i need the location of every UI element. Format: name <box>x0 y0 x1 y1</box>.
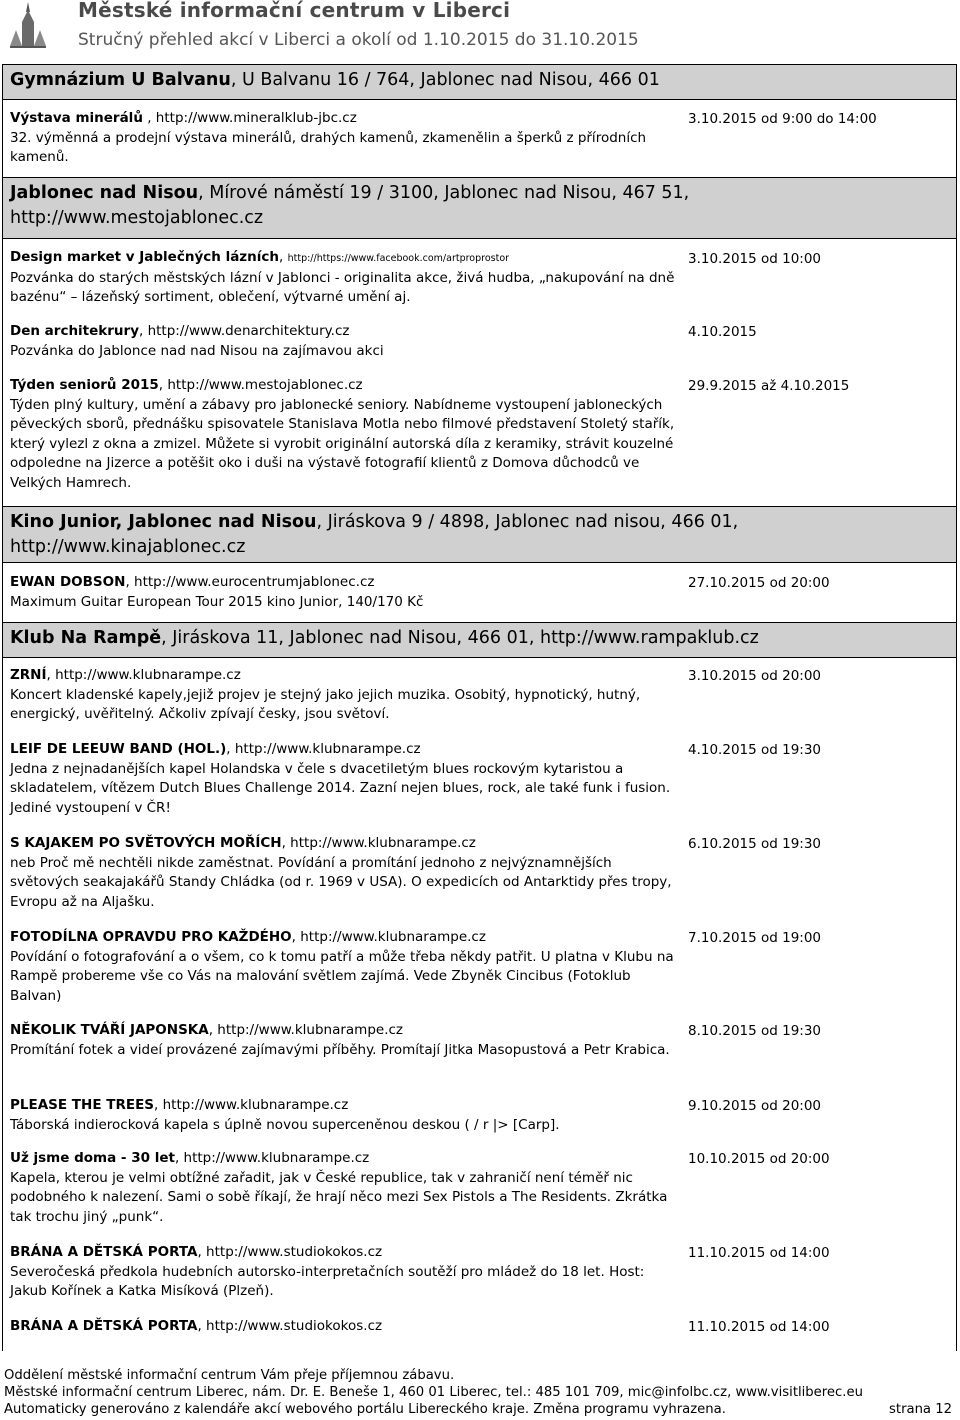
event-title: PLEASE THE TREES <box>10 1097 155 1113</box>
event-url[interactable]: , http://www.klubnarampe.cz <box>281 835 476 851</box>
page-title: Městské informační centrum v Liberci <box>78 0 511 22</box>
event-item <box>10 109 675 168</box>
event-item <box>10 248 675 308</box>
event-item <box>10 834 675 912</box>
event-title: NĚKOLIK TVÁŘÍ JAPONSKA <box>10 1022 209 1038</box>
event-title: BRÁNA A DĚTSKÁ PORTA <box>10 1244 198 1260</box>
footer-note: Automaticky generováno z kalendáře akcí webového portálu Libereckého kraje. Změna programu vyhrazena. <box>4 1402 726 1417</box>
event-item <box>10 1243 675 1302</box>
event-item <box>10 928 675 1006</box>
venue-url[interactable]: http://www.mestojablonec.cz <box>10 208 264 228</box>
venue-name: Kino Junior, Jablonec nad Nisou <box>10 512 317 532</box>
venue-header <box>3 622 956 658</box>
event-date: 3.10.2015 od 20:00 <box>688 668 822 684</box>
venue-address: , Jiráskova 9 / 4898, Jablonec nad nisou, 466 01, <box>316 512 739 532</box>
event-title: Už jsme doma - 30 let <box>10 1150 175 1166</box>
event-url[interactable]: , http://www.klubnarampe.cz <box>226 741 421 757</box>
event-title: BRÁNA A DĚTSKÁ PORTA <box>10 1318 198 1334</box>
event-date: 29.9.2015 až 4.10.2015 <box>688 378 850 394</box>
event-url[interactable]: , http://www.studiokokos.cz <box>197 1244 383 1260</box>
event-date: 27.10.2015 od 20:00 <box>688 575 830 591</box>
event-item <box>10 740 675 818</box>
event-date: 9.10.2015 od 20:00 <box>688 1098 822 1114</box>
event-title: LEIF DE LEEUW BAND (HOL.) <box>10 741 227 757</box>
event-description: Povídání o fotografování a o všem, co k tomu patří a může třeba někdy patřit. U platna v Klubu na Rampě probereme vše co Vás na malování světlem zajímá. Vede Zbyněk Cincibus (Fotoklub Balvan) <box>10 948 674 1004</box>
event-url[interactable]: , http://www.eurocentrumjablonec.cz <box>125 574 375 590</box>
event-url[interactable]: , http://www.studiokokos.cz <box>197 1318 383 1334</box>
event-item <box>10 1021 675 1060</box>
event-date: 6.10.2015 od 19:30 <box>688 836 822 852</box>
event-item <box>10 1096 675 1135</box>
event-date: 4.10.2015 <box>688 324 757 340</box>
event-date: 8.10.2015 od 19:30 <box>688 1023 822 1039</box>
event-url[interactable]: , http://www.klubnarampe.cz <box>208 1022 404 1038</box>
venue-header <box>3 506 956 563</box>
venue-address: , Mírové náměstí 19 / 3100, Jablonec nad Nisou, 467 51, <box>198 183 690 203</box>
event-date: 11.10.2015 od 14:00 <box>688 1245 830 1261</box>
event-date: 10.10.2015 od 20:00 <box>688 1151 830 1167</box>
event-description: Koncert kladenské kapely,jejiž projev je stejný jako jejich muzika. Osobitý, hypnotický, hutný, energický, uvěřitelný. Ačkoliv zpívají česky, jsou světoví. <box>10 686 641 722</box>
venue-address: , U Balvanu 16 / 764, Jablonec nad Nisou, 466 01 <box>230 70 660 90</box>
page-subtitle: Stručný přehled akcí v Liberci a okolí od 1.10.2015 do 31.10.2015 <box>78 30 639 50</box>
event-url[interactable]: , http://www.denarchitektury.cz <box>139 323 350 339</box>
event-description: Promítání fotek a videí provázené zajímavými příběhy. Promítají Jitka Masopustová a Petr Krabica. <box>10 1041 670 1058</box>
event-title: Týden seniorů 2015 <box>10 377 159 393</box>
event-description: Pozvánka do starých městských lázní v Jablonci - originalita akce, živá hudba, „nakupování na dně bazénu“ – lázeňský sortiment, oblečení, výtvarné umění aj. <box>10 269 675 305</box>
event-description: Pozvánka do Jablonce nad nad Nisou na zajímavou akci <box>10 342 384 359</box>
event-item <box>10 1149 675 1227</box>
event-description: Jedna z nejnadanějších kapel Holandska v čele s dvacetiletým blues rockovým kytaristou a skladatelem, vítězem Dutch Blues Challenge 2014. Zazní nejen blues, rock, ale také funk i fusion. Jediné vystoupení v ČR! <box>10 760 671 816</box>
event-description: Severočeská předkola hudebních autorsko-interpretačních soutěží pro mládež do 18 let. Host: Jakub Kořínek a Katka Misíková (Plzeň). <box>10 1263 645 1299</box>
page-number: strana 12 <box>889 1402 952 1417</box>
venue-url[interactable]: http://www.kinajablonec.cz <box>10 537 246 557</box>
event-title: Výstava minerálů <box>10 110 143 126</box>
event-date: 3.10.2015 od 9:00 do 14:00 <box>688 111 877 127</box>
event-description: Týden plný kultury, umění a zábavy pro jablonecké seniory. Nabídneme vystoupení jabloneckých pěveckých sborů, přednášku spisovatele Stanislava Motla nebo filmové představení Stoletý stařík, který vylezl z okna a zmizel. Můžete si vyrobit originální autorská díla z keramiky, strávit kouzelné odpoledne na Jizerce a potěšit oko i duši na výstavě fotografií klientů z Domova důchodců ve Velkých Hamrech. <box>10 396 675 491</box>
event-date: 4.10.2015 od 19:30 <box>688 742 822 758</box>
event-description: 32. výměnná a prodejní výstava minerálů, drahých kamenů, zkamenělin a šperků z přírodních kamenů. <box>10 129 647 165</box>
venue-header <box>3 177 956 239</box>
event-url[interactable]: , http://www.klubnarampe.cz <box>154 1097 349 1113</box>
event-description: Maximum Guitar European Tour 2015 kino Junior, 140/170 Kč <box>10 593 424 610</box>
event-title: Den architekrury <box>10 323 139 339</box>
event-url-prefix: , <box>279 249 288 265</box>
venue-name: Jablonec nad Nisou <box>10 183 199 203</box>
footer-greeting: Oddělení městské informační centrum Vám přeje příjemnou zábavu. <box>4 1368 455 1383</box>
event-item <box>10 666 675 725</box>
event-description: Kapela, kterou je velmi obtížné zařadit, jak v České republice, tak v zahraničí není téměř nic podobného k nalezení. Sami o sobě říkají, že hrají něco mezi Sex Pistols a The Residents. Zkrátka tak trochu jiný „punk“. <box>10 1169 668 1225</box>
event-item <box>10 322 675 361</box>
event-title: Design market v Jablečných lázních <box>10 249 280 265</box>
event-url[interactable]: http://https://www.facebook.com/artproprostor <box>287 253 510 264</box>
venue-name: Gymnázium U Balvanu <box>10 70 231 90</box>
footer-contact: Městské informační centrum Liberec, nám. Dr. E. Beneše 1, 460 01 Liberec, tel.: 485 101 709, mic@infolbc.cz, www.visitliberec.eu <box>4 1385 863 1400</box>
event-date: 3.10.2015 od 10:00 <box>688 251 822 267</box>
event-item <box>10 376 675 493</box>
event-url[interactable]: , http://www.mineralklub-jbc.cz <box>142 110 357 126</box>
event-url[interactable]: , http://www.klubnarampe.cz <box>291 929 486 945</box>
venue-address: , Jiráskova 11, Jablonec nad Nisou, 466 01, http://www.rampaklub.cz <box>161 628 759 648</box>
event-url[interactable]: , http://www.klubnarampe.cz <box>174 1150 370 1166</box>
event-url[interactable]: , http://www.klubnarampe.cz <box>46 667 241 683</box>
event-description: Táborská indierocková kapela s úplně novou superceněnou deskou ( / r |> [Carp]. <box>10 1116 560 1133</box>
venue-name: Klub Na Rampě <box>10 628 162 648</box>
event-title: FOTODÍLNA OPRAVDU PRO KAŽDÉHO <box>10 929 292 945</box>
event-item <box>10 573 675 612</box>
event-title: ZRNÍ <box>10 667 47 683</box>
event-title: EWAN DOBSON <box>10 574 126 590</box>
city-hall-logo <box>6 2 50 50</box>
event-item <box>10 1317 675 1337</box>
event-title: S KAJAKEM PO SVĚTOVÝCH MOŘÍCH <box>10 835 282 851</box>
event-date: 7.10.2015 od 19:00 <box>688 930 822 946</box>
event-date: 11.10.2015 od 14:00 <box>688 1319 830 1335</box>
event-description: neb Proč mě nechtěli nikde zaměstnat. Povídání a promítání jednoho z nejvýznamnějších světových seakajakářů Standy Chládka (od r. 1969 v USA). O expedicích od Antarktidy přes tropy, Evropu až na Aljašku. <box>10 854 672 910</box>
venue-header <box>3 64 956 100</box>
event-url[interactable]: , http://www.mestojablonec.cz <box>158 377 363 393</box>
